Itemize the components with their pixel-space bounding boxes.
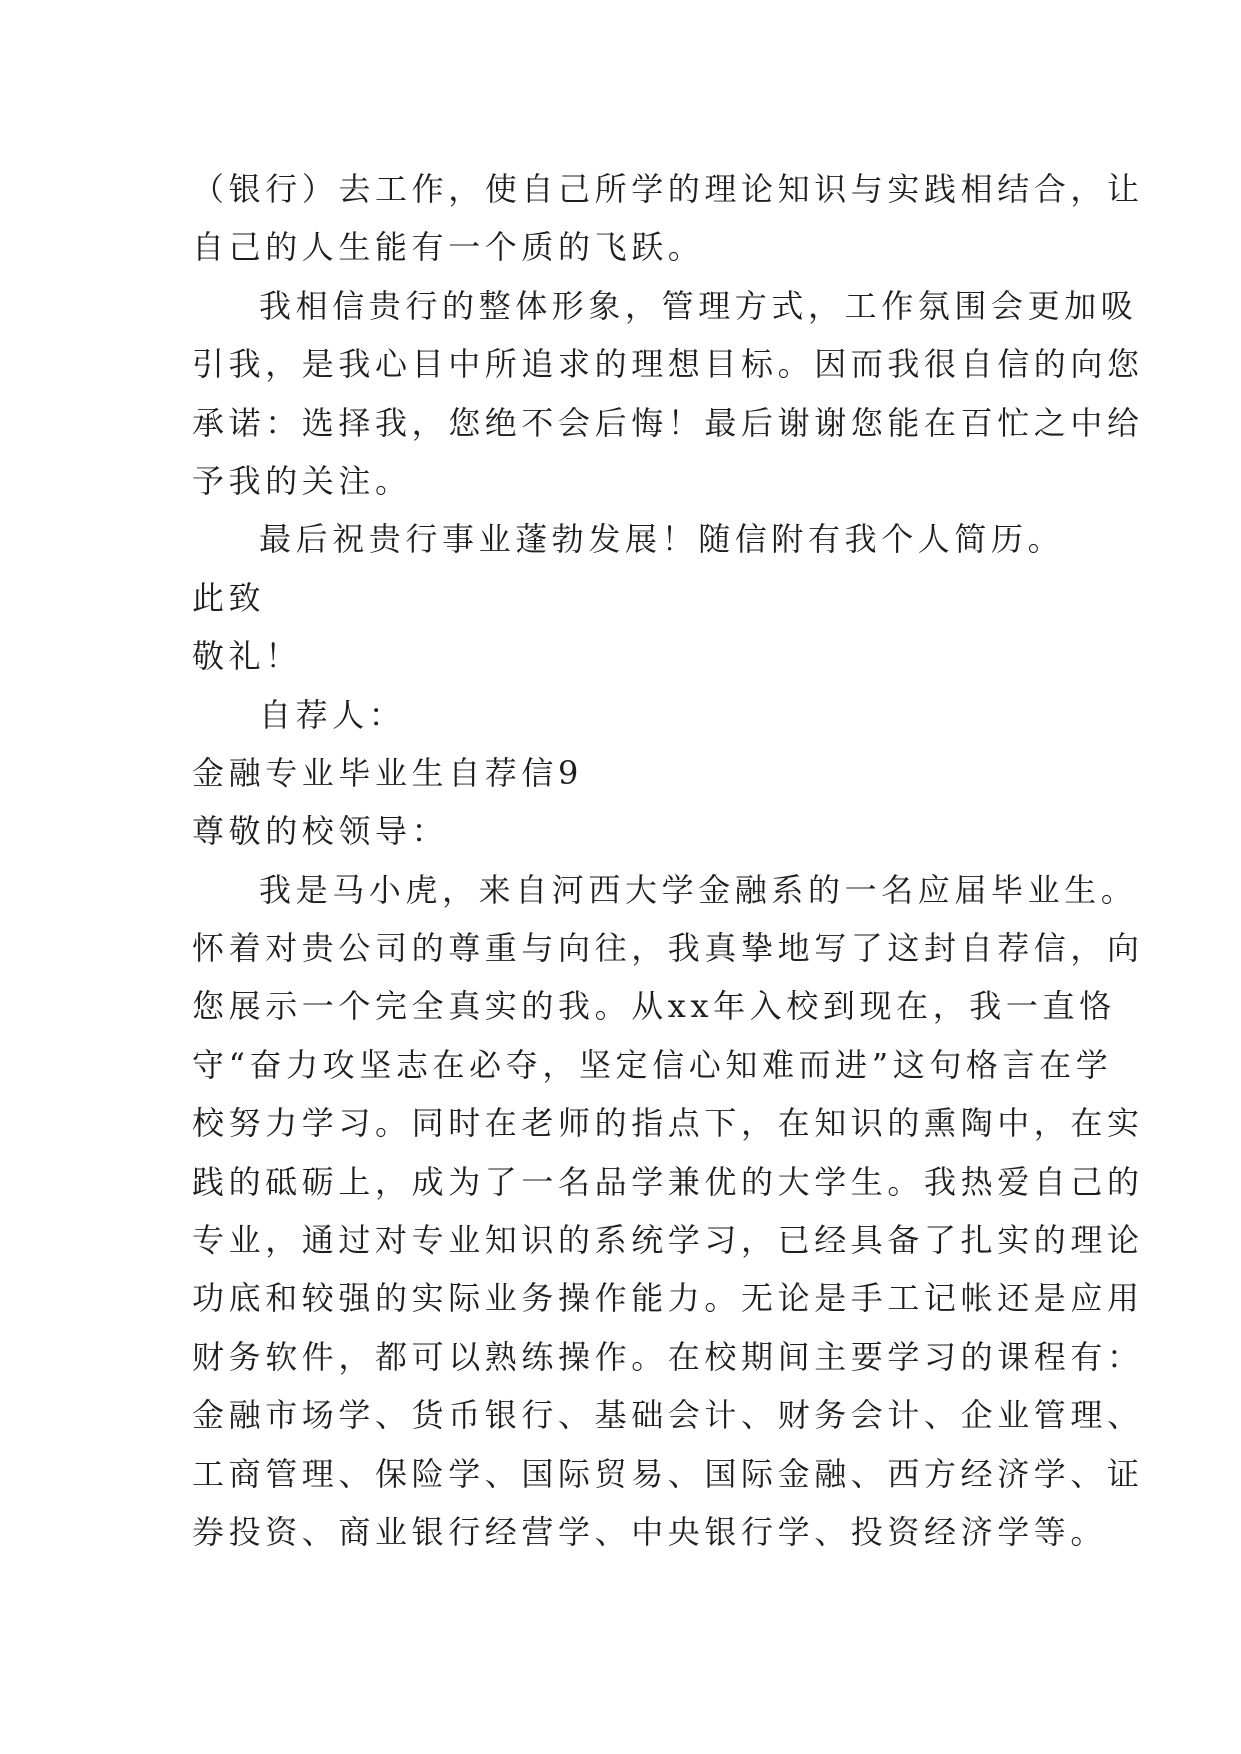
text-line: 最后祝贵行事业蓬勃发展！随信附有我个人简历。 <box>259 520 1065 559</box>
section-title: 金融专业毕业生自荐信9 <box>192 753 583 792</box>
text-line: 我是马小虎，来自河西大学金融系的一名应届毕业生。 <box>259 870 1138 909</box>
text-line: 我相信贵行的整体形象，管理方式，工作氛围会更加吸 <box>259 286 1138 325</box>
letter-body <box>192 160 1144 1561</box>
text-line: 券投资、商业银行经营学、中央银行学、投资经济学等。 <box>192 1512 1108 1551</box>
greeting-line: 尊敬的校领导： <box>192 812 449 851</box>
text-line: 自己的人生能有一个质的飞跃。 <box>192 228 705 267</box>
text-line: 您展示一个完全真实的我。从xx年入校到现在，我一直恪 <box>192 987 1116 1026</box>
text-line: 工商管理、保险学、国际贸易、国际金融、西方经济学、证 <box>192 1454 1144 1493</box>
text-line: 财务软件，都可以熟练操作。在校期间主要学习的课程有： <box>192 1337 1144 1376</box>
salutation-line: 敬礼！ <box>192 637 302 676</box>
text-line: 专业，通过对专业知识的系统学习，已经具备了扎实的理论 <box>192 1221 1144 1260</box>
text-line: 金融市场学、货币银行、基础会计、财务会计、企业管理、 <box>192 1396 1144 1435</box>
text-line: 予我的关注。 <box>192 461 412 500</box>
text-line: 践的砥砺上，成为了一名品学兼优的大学生。我热爱自己的 <box>192 1162 1144 1201</box>
text-line: 引我，是我心目中所追求的理想目标。因而我很自信的向您 <box>192 345 1144 384</box>
text-line: （银行）去工作，使自己所学的理论知识与实践相结合，让 <box>192 170 1144 208</box>
signature-line: 自荐人： <box>259 695 406 734</box>
text-line: 怀着对贵公司的尊重与向往，我真挚地写了这封自荐信，向 <box>192 929 1144 968</box>
salutation-line: 此致 <box>192 578 266 617</box>
text-line: 承诺：选择我，您绝不会后悔！最后谢谢您能在百忙之中给 <box>192 403 1144 442</box>
text-line: 功底和较强的实际业务操作能力。无论是手工记帐还是应用 <box>192 1279 1144 1318</box>
text-line: 守“奋力攻坚志在必夺，坚定信心知难而进”这句格言在学 <box>192 1045 1113 1084</box>
text-line: 校努力学习。同时在老师的指点下，在知识的熏陶中，在实 <box>192 1104 1144 1143</box>
